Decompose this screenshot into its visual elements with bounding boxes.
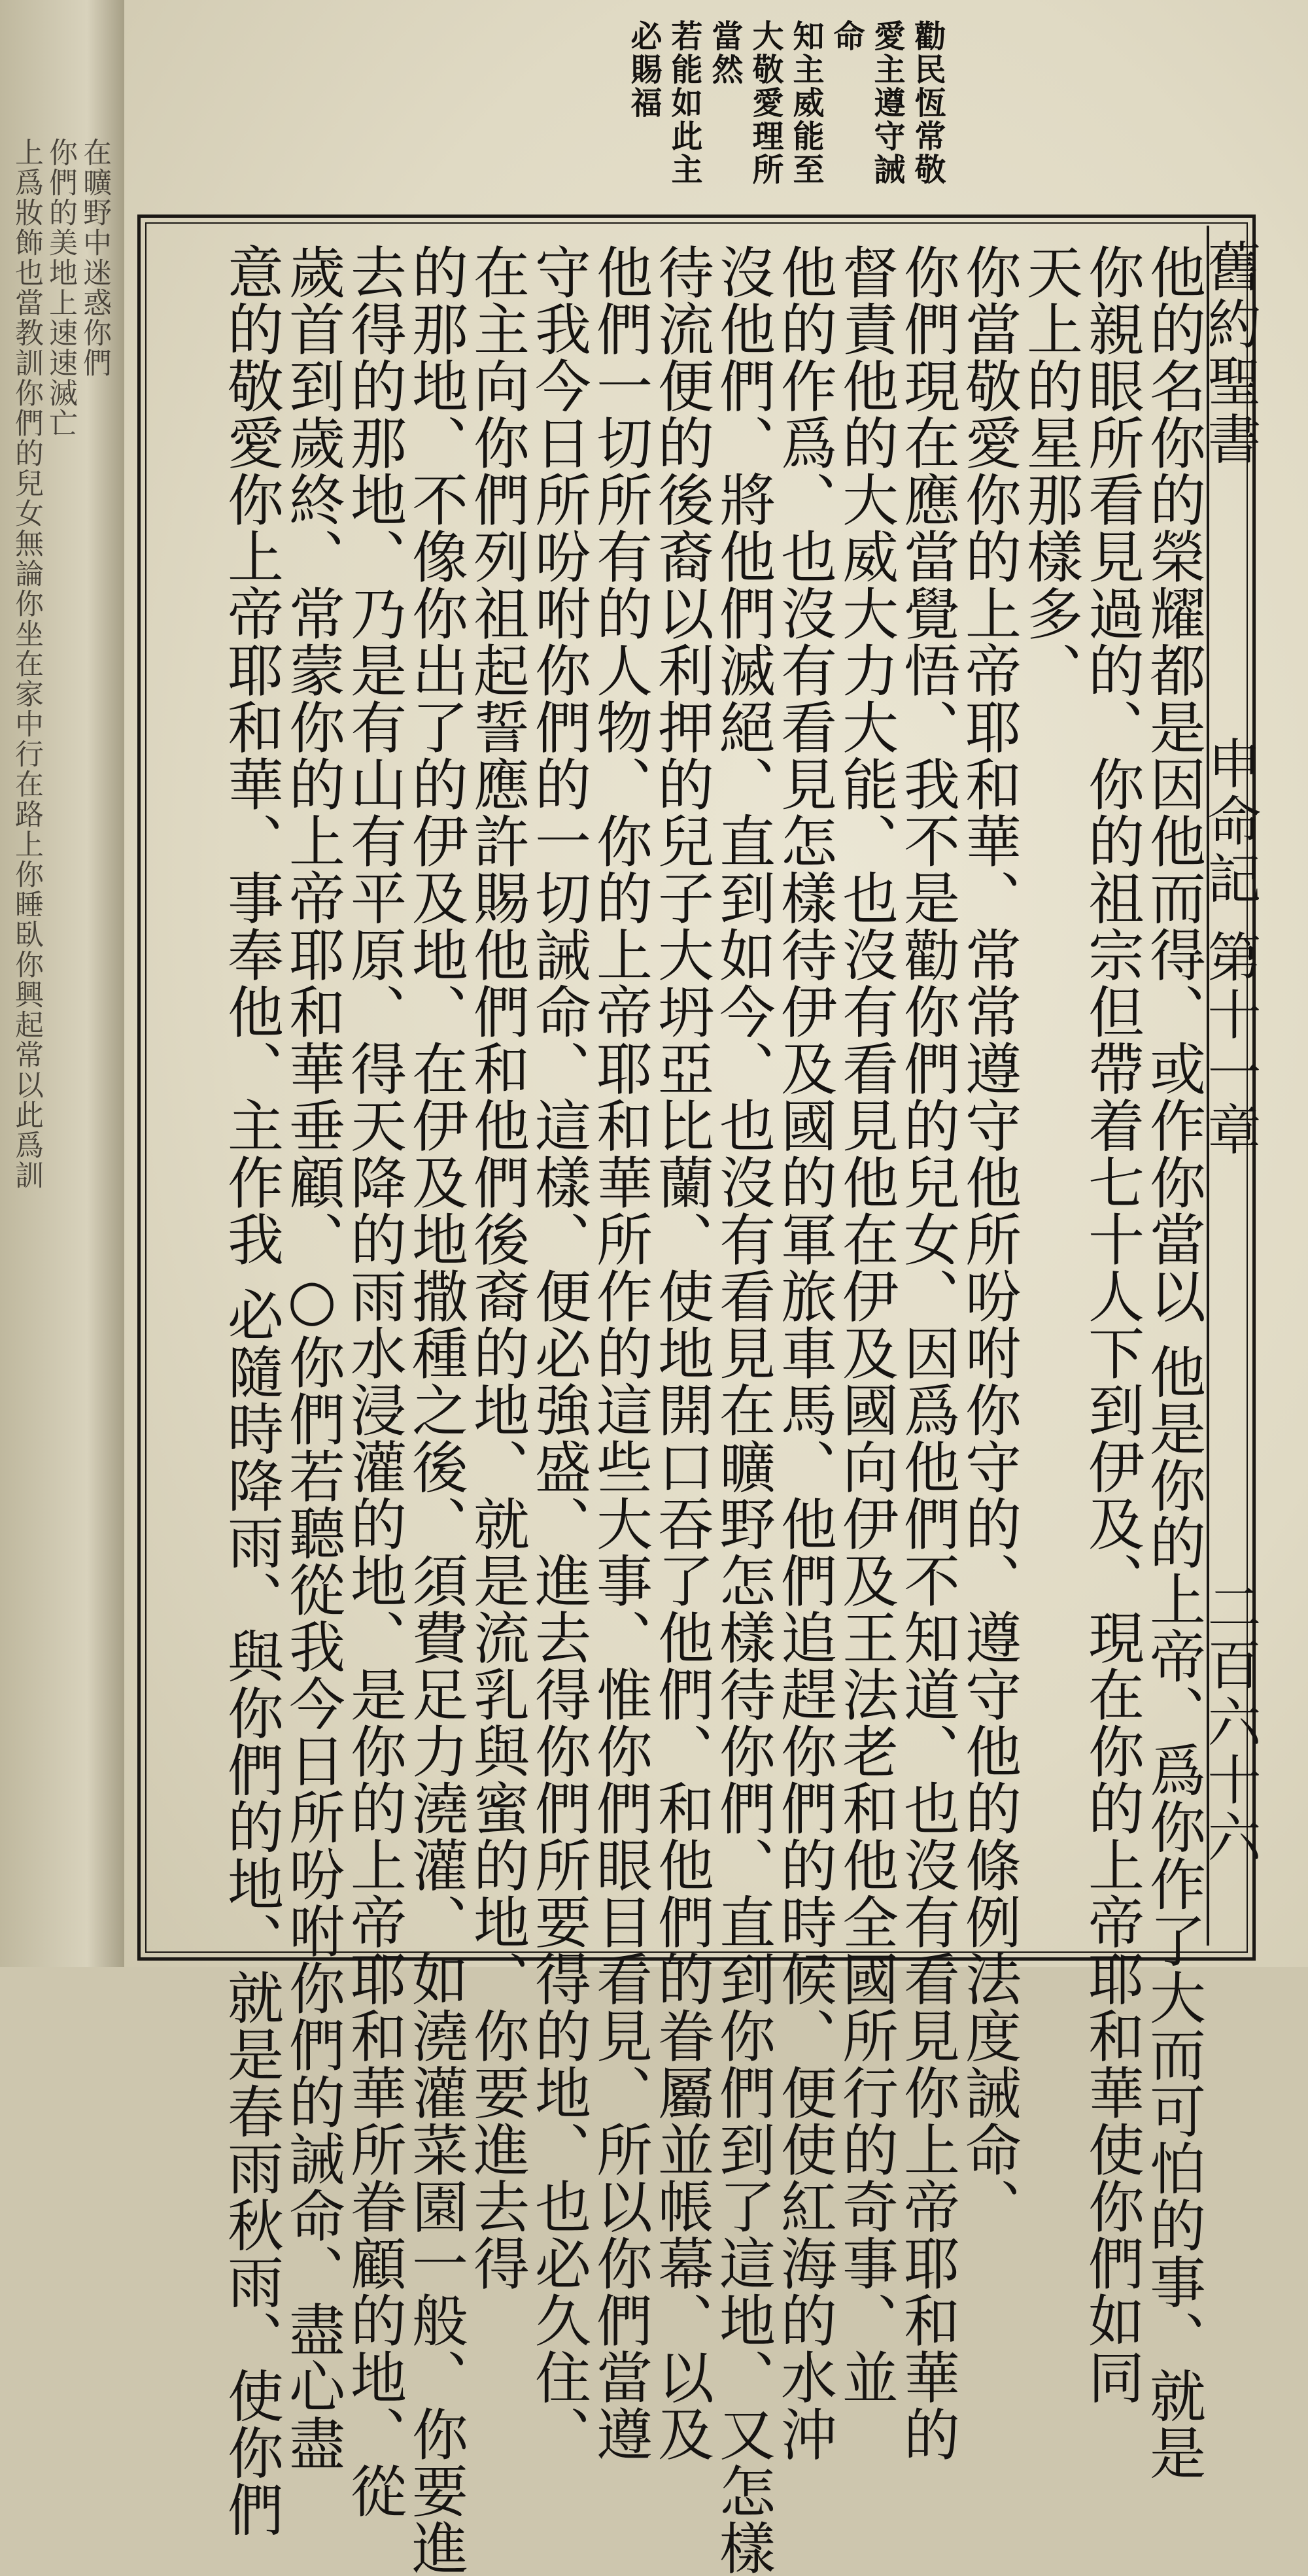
marginal-note: 勸民恆常敬 (909, 20, 946, 186)
left-facing-page (0, 0, 124, 1967)
text-column: 你們現在應當覺悟、我不是勸你們的兒女、因爲他們不知道、也沒有看見你上帝耶和華的 (894, 243, 959, 2462)
marginal-note: 必賜福 (625, 20, 662, 120)
text-column: 督責他的大威大力大能、也沒有看見他在伊及國向伊及王法老和他全國所行的奇事、並 (833, 243, 898, 2405)
marginal-note: 當然 (706, 20, 743, 86)
text-column: 他的名你的榮耀都是因他而得、或作你當以 他是你的上帝、爲你作了大而可怕的事、就是 (1140, 243, 1205, 2481)
marginal-notes (621, 20, 946, 216)
text-column: 的那地、不像你出了的伊及地、在伊及地撒種之後、須費足力澆灌、如澆灌菜園一般、你要進 (402, 243, 468, 2576)
text-column: 意的敬愛你上帝耶和華、事奉他、主作我 必隨時降雨、與你們的地、就是春雨秋雨、使你們 (218, 243, 283, 2538)
text-column: 天上的星那樣多、 (1017, 243, 1082, 698)
page-number: 二百六十六 (1199, 1579, 1261, 1867)
marginal-note: 愛主遵守誡 (869, 20, 905, 186)
text-column: 去得的那地、乃是有山有平原、得天降的雨水浸灌的地、是你的上帝耶和華所眷顧的地、從 (341, 243, 406, 2519)
marginal-note: 命 (828, 20, 865, 53)
running-header (1199, 226, 1268, 1946)
marginal-note: 若能如此主 (666, 20, 702, 186)
marginal-note: 知主威能至 (787, 20, 824, 186)
text-column: 沒他們、將他們滅絕、直到如今、也沒有看見在曠野怎樣待你們、直到你們到了這地、又怎樣 (710, 243, 775, 2576)
text-column: 你當敬愛你的上帝耶和華、常常遵守他所吩咐你守的、遵守他的條例法度誡命、 (955, 243, 1021, 2235)
text-column: 待流便的後裔以利押的兒子大坍亞比蘭、使地開口吞了他們、和他們的眷屬並帳幕、以及 (648, 243, 714, 2462)
left-page-column: 在曠野中迷惑你們 (78, 137, 111, 378)
chapter-title: 申命記 第十一章 (1199, 736, 1261, 1160)
book-title: 舊約聖書 (1199, 239, 1261, 469)
left-page-column: 你們的美地上速速滅亡 (44, 137, 77, 438)
book-page (124, 0, 1308, 2576)
text-column: 在主向你們列祖起誓應許賜他們和他們後裔的地、就是流乳與蜜的地、你要進去得 (464, 243, 529, 2292)
text-column: 他的作爲、也沒有看見怎樣待伊及國的軍旅車馬、他們追趕你們的時候、便使紅海的水沖 (771, 243, 836, 2462)
text-column: 歲首到歲終、常蒙你的上帝耶和華垂顧、○你們若聽從我今日所吩咐你們的誡命、盡心盡 (279, 243, 345, 2471)
text-column: 守我今日所吩咐你們的一切誡命、這樣、便必強盛、進去得你們所要得的地、也必久住、 (525, 243, 591, 2462)
left-page-column: 上爲妝飾也當教訓你們的兒女無論你坐在家中行在路上你睡臥你興起常以此爲訓 (10, 137, 43, 1190)
text-column: 他們一切所有的人物、你的上帝耶和華所作的這些大事、惟你們眼目看見、所以你們當遵 (587, 243, 652, 2462)
scripture-text (218, 243, 1205, 2576)
marginal-note: 大敬愛理所 (747, 20, 783, 186)
text-column: 你親眼所看見過的、你的祖宗但帶着七十人下到伊及、現在你的上帝耶和華使你們如同 (1078, 243, 1144, 2405)
